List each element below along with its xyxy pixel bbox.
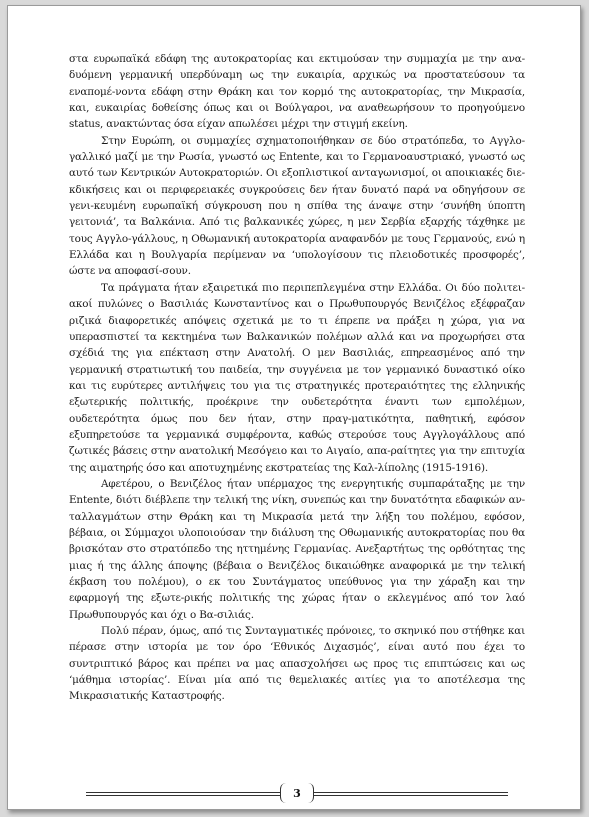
paragraph-2: Στην Ευρώπη, οι συμμαχίες σχηματοποιήθηκαν σε δύο στρατόπεδα, το Αγγλο-γαλλικό μαζί με την Ρωσία, γνωστό ως Entente, και το Γερμανοαυστριακό, γνωστό ως αυτό των Κεντρικών Αυτοκρατοριών. Οι εξοπλιστικοί ανταγωνισμοί, οι αποικιακές διε-κδικήσεις και οι περιφερειακές συγκρούσεις δεν ήταν δυνατό παρά να οδηγήσουν σε γενι-κευμένη ευρωπαϊκή σύγκρουση που η σπίθα της άναψε στην ‘συνήθη ύποπτη γειτονιά’, τα Βαλκάνια. Από τις βαλκανικές χώρες, η μεν Σερβία εξαρχής τάχθηκε με τους Αγγλο-γάλλους, η Οθωμανική αυτοκρατορία αναφανδόν με τους Γερμανούς, ενώ η Ελλάδα και η Βουλγαρία περίμεναν να ‘υπολογίσουν τις πλειοδοτικές προσφορές’, ώστε να αποφασί-σουν. <box>69 134 525 278</box>
paragraph-5: Πολύ πέραν, όμως, από τις Συνταγματικές πρόνοιες, το σκηνικό που στήθηκε και πέρασε στην ιστορία με τον όρο ‘Εθνικός Διχασμός’, είναι αυτό που έχει το συντριπτικό βάρος και πρέπει να μας απασχολήσει ως προς τις επιπτώσεις και ως ‘μάθημα ιστορίας’. Είναι μία από τις θεμελιακές αιτίες για το αποτέλεσμα της Μικρασιατικής Καταστροφής. <box>69 625 525 703</box>
page-footer <box>86 783 508 805</box>
page-number: 3 <box>280 783 314 803</box>
footer-rule-left <box>86 792 280 793</box>
document-page <box>7 5 581 810</box>
page-body <box>69 51 525 705</box>
paragraph-4: Αφετέρου, ο Βενιζέλος ήταν υπέρμαχος της ενεργητικής συμπαράταξης με την Entente, διότι διέβλεπε την τελική της νίκη, συνεπώς και την δυνατότητα εδαφικών αν-ταλλαγμάτων στην Θράκη και τη Μικρασία μετά την λήξη του πολέμου, εφόσον, βέβαια, οι Σύμμαχοι υλοποιούσαν την διάλυση της Οθωμανικής αυτοκρατορίας που θα βρισκόταν στο στρατόπεδο της ηττημένης Γερμανίας. Ανεξαρτήτως της ορθότητας της μιας ή της άλλης άποψης (βέβαια ο Βενιζέλος δικαιώθηκε αναφορικά με την τελική έκβαση του πολέμου), ο εκ του Συντάγματος υπεύθυνος για την χάραξη και την εφαρμογή της εξωτε-ρικής πολιτικής της χώρας ήταν ο εκλεγμένος από τον λαό Πρωθυπουργός και όχι ο Βα-σιλιάς. <box>69 477 525 621</box>
paragraph-1: στα ευρωπαϊκά εδάφη της αυτοκρατορίας και εκτιμούσαν την συμμαχία με την ανα-δυόμενη γερμανική υπερδύναμη ως την ευκαιρία, αρχικώς να προστατεύσουν τα εναπομέ-νοντα εδάφη στην Θράκη και τον κορμό της αυτοκρατορίας, την Μικρασία, και, ευκαιρίας δοθείσης όπως και οι Βούλγαροι, να αναθεωρήσουν το προηγούμενο status, ανακτώντας όσα είχαν απωλέσει μέχρι την στιγμή εκείνη. <box>69 53 525 131</box>
footer-rule-right <box>314 792 508 793</box>
footer-rule-left-second <box>86 795 280 796</box>
footer-rule-right-second <box>314 795 508 796</box>
paragraph-3: Τα πράγματα ήταν εξαιρετικά πιο περιπεπλεγμένα στην Ελλάδα. Οι δύο πολιτει-ακοί πυλώνες ο Βασιλιάς Κωνσταντίνος και ο Πρωθυπουργός Βενιζέλος εξέφραζαν ριζικά διαφορετικές απόψεις σχετικά με το τι έπρεπε να πράξει η χώρα, για να υπερασπιστεί τα κεκτημένα των Βαλκανικών πολέμων αλλά και να προχωρήσει στα σχέδιά της για επέκταση στην Ανατολή. Ο μεν Βασιλιάς, επηρεασμένος από την γερμανική στρατιωτική του παιδεία, την συγγένεια με τον γερμανικό δυναστικό οίκο και τις ευρύτερες αντιλήψεις του για τις στρατηγικές προτεραιότητες της ελληνικής εξωτερικής πολιτικής, προέκρινε την ουδετερότητα έναντι των εμπολέμων, ουδετερότητα όμως που δεν ήταν, στην πραγ-ματικότητα, παθητική, εφόσον εξυπηρετούσε τα γερμανικά συμφέροντα, καθώς στερούσε τους Αγγλογάλλους από ζωτικές βάσεις στην ανατολική Μεσόγειο και το Αιγαίο, απα-ραίτητες για την επιτυχία της αιματηρής όσο και αποτυχημένης εκστρατείας της Καλ-λίπολης (1915-1916). <box>69 281 525 474</box>
